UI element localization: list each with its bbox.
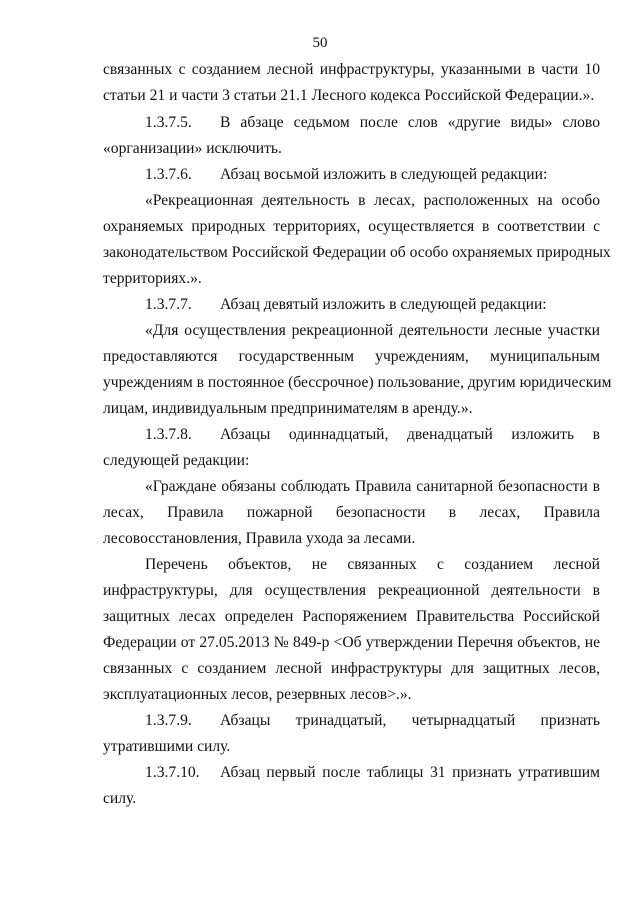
text-line: учреждениям в постоянное (бессрочное) пользование, другим юридическим — [103, 374, 612, 391]
text-line: связанных с созданием лесной инфраструктуры, указанными в части 10 — [103, 61, 600, 78]
clause-text: Абзац первый после таблицы 31 признать утратившим — [220, 764, 600, 781]
clause-text: Абзац девятый изложить в следующей редакции: — [220, 296, 547, 313]
text-line: связанных с созданием лесной инфраструктуры для защитных лесов, — [103, 660, 600, 677]
text-line: законодательством Российской Федерации об особо охраняемых природных — [103, 244, 611, 261]
text-line: статьи 21 и части 3 статьи 21.1 Лесного кодекса Российской Федерации.». — [103, 87, 595, 104]
clause-number: 1.3.7.10. — [145, 764, 200, 781]
text-line: Перечень объектов, не связанных с созданием лесной — [145, 556, 600, 573]
text-line: эксплуатационных лесов, резервных лесов>.». — [103, 686, 412, 703]
text-line: защитных лесах определен Распоряжением Правительства Российской — [103, 608, 600, 625]
text-line: силу. — [103, 790, 137, 807]
clause-text: В абзаце седьмом после слов «другие виды» слово — [220, 114, 600, 131]
quote-line: «Для осуществления рекреационной деятельности лесные участки — [145, 322, 600, 339]
clause-line — [145, 711, 600, 731]
text-line: территориях.». — [103, 270, 202, 287]
clause-line — [145, 425, 600, 445]
text-line: Федерации от 27.05.2013 № 849-р <Об утверждении Перечня объектов, не — [103, 634, 600, 651]
clause-number: 1.3.7.9. — [145, 712, 192, 729]
text-line: инфраструктуры, для осуществления рекреационной деятельности в — [103, 582, 600, 599]
clause-number: 1.3.7.8. — [145, 426, 192, 443]
clause-line — [145, 763, 600, 783]
text-line: «организации» исключить. — [103, 140, 282, 157]
text-line: лесовосстановления, Правила ухода за лесами. — [103, 530, 416, 547]
clause-number: 1.3.7.6. — [145, 166, 192, 183]
quote-line: «Граждане обязаны соблюдать Правила санитарной безопасности в — [145, 478, 600, 495]
clause-line — [145, 113, 600, 133]
clause-number: 1.3.7.5. — [145, 114, 192, 131]
text-line: лесах, Правила пожарной безопасности в лесах, Правила — [103, 504, 600, 521]
text-line: следующей редакции: — [103, 452, 250, 469]
page-number: 50 — [312, 35, 328, 51]
clause-number: 1.3.7.7. — [145, 296, 192, 313]
clause-text: Абзацы одиннадцатый, двенадцатый изложить в — [220, 426, 600, 443]
text-line: предоставляются государственным учреждениям, муниципальным — [103, 348, 600, 365]
clause-text: Абзацы тринадцатый, четырнадцатый признать — [220, 712, 600, 729]
text-line: лицам, индивидуальным предпринимателям в аренду.». — [103, 400, 473, 417]
text-line: охраняемых природных территориях, осуществляется в соответствии с — [103, 218, 600, 235]
clause-text: Абзац восьмой изложить в следующей редакции: — [220, 166, 548, 183]
text-line: утратившими силу. — [103, 738, 231, 755]
clause-line — [145, 295, 600, 315]
quote-line: «Рекреационная деятельность в лесах, расположенных на особо — [145, 192, 600, 209]
clause-line — [145, 165, 600, 185]
